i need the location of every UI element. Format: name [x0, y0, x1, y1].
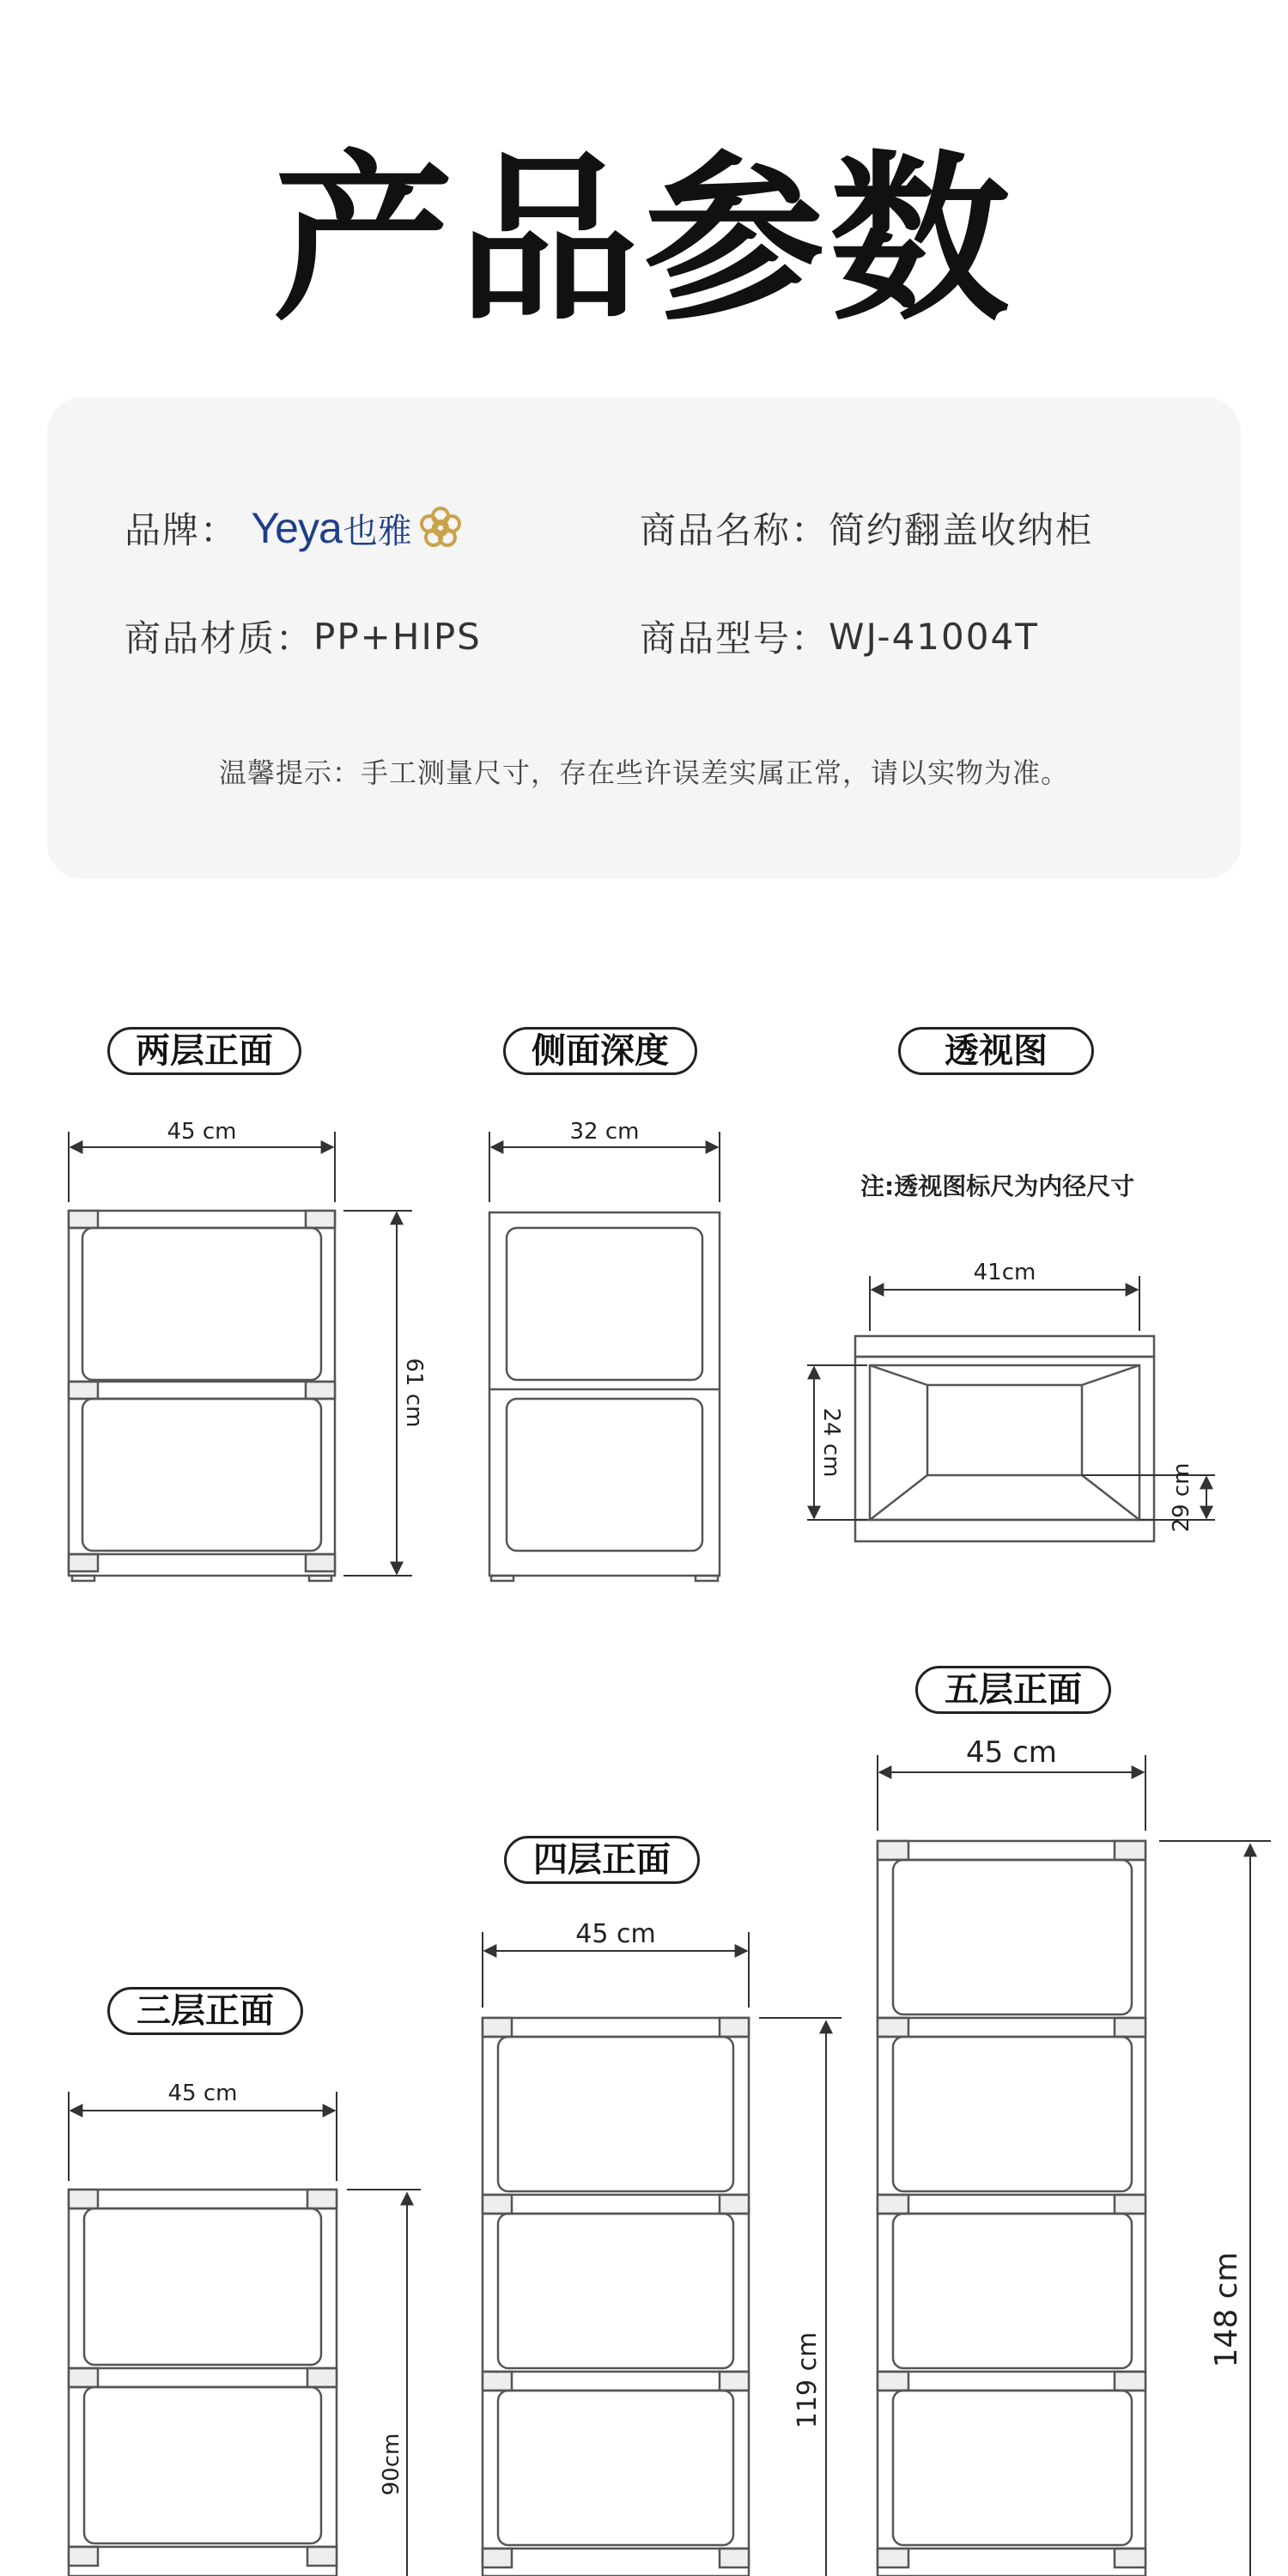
two-tier-front-drawing [69, 1211, 335, 1581]
model-label: 商品型号： [640, 617, 829, 659]
material-label: 商品材质： [125, 617, 314, 659]
four-tier-height-text: 119 cm [793, 2331, 823, 2429]
perspective-depth-text: 29 cm [1169, 1462, 1194, 1533]
page-title: 产品参数 [272, 135, 1015, 345]
brand-logo-cn: 也雅 [343, 511, 412, 551]
five-tier-height-text: 148 cm [1209, 2251, 1244, 2368]
label-perspective: 透视图 [898, 1027, 1094, 1075]
label-three-tier: 三层正面 [107, 1987, 303, 2035]
five-tier-height-dimension [1159, 1841, 1271, 2576]
name-value: 简约翻盖收纳柜 [829, 509, 1094, 551]
label-five-tier: 五层正面 [915, 1666, 1111, 1714]
two-tier-height-text: 61 cm [401, 1358, 427, 1428]
side-depth-drawing [489, 1212, 720, 1581]
four-tier-height-dimension [759, 2018, 841, 2576]
five-tier-front-drawing [878, 1841, 1145, 2576]
brand-label: 品牌： [125, 509, 239, 551]
five-tier-width-text: 45 cm [966, 1735, 1057, 1770]
name-label: 商品名称： [640, 509, 829, 551]
perspective-height-text: 24 cm [818, 1407, 844, 1478]
three-tier-front-drawing [69, 2190, 337, 2576]
three-tier-height-dimension [347, 2190, 421, 2576]
material-value: PP+HIPS [313, 615, 482, 658]
label-two-tier: 两层正面 [107, 1027, 301, 1075]
brand-logo-latin: Yeya [251, 504, 342, 552]
perspective-depth-dimension [1082, 1475, 1215, 1520]
perspective-drawing [855, 1336, 1154, 1541]
three-tier-height-text: 90cm [379, 2433, 404, 2496]
four-tier-width-text: 45 cm [575, 1919, 656, 1949]
side-depth-text: 32 cm [569, 1119, 640, 1145]
two-tier-width-text: 45 cm [167, 1119, 237, 1145]
four-tier-front-drawing [483, 2018, 749, 2576]
model-value: WJ-41004T [829, 615, 1039, 658]
perspective-note: 注:透视图标尺为内径尺寸 [860, 1172, 1135, 1200]
three-tier-width-text: 45 cm [167, 2081, 238, 2106]
label-four-tier: 四层正面 [504, 1836, 700, 1884]
label-side-depth: 侧面深度 [503, 1027, 697, 1075]
perspective-width-text: 41cm [973, 1260, 1036, 1285]
measurement-tip: 温馨提示：手工测量尺寸，存在些许误差实属正常，请以实物为准。 [218, 756, 1069, 789]
